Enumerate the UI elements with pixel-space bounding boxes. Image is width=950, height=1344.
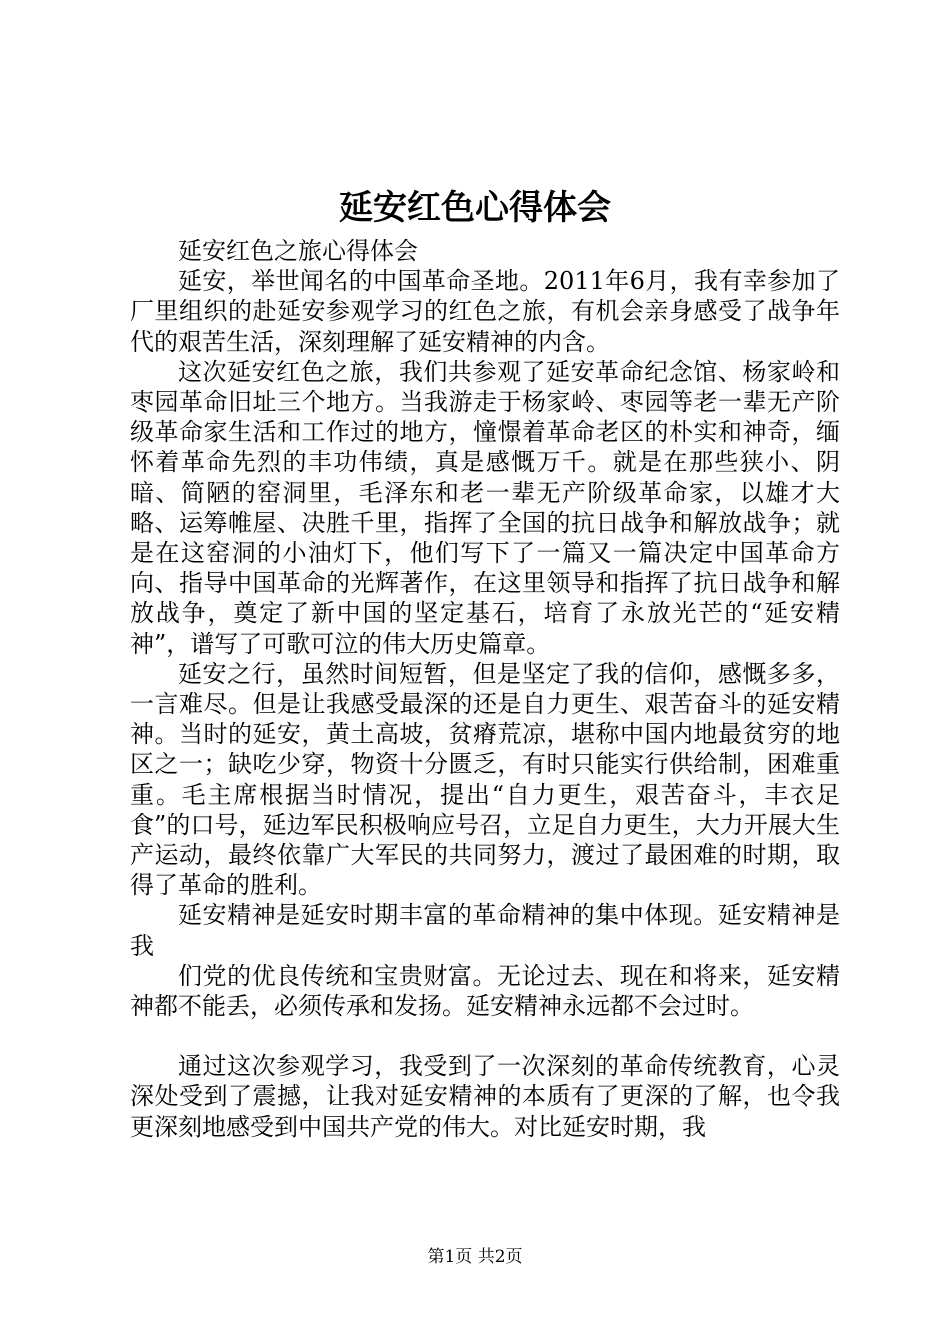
paragraph-visit: 这次延安红色之旅，我们共参观了延安革命纪念馆、杨家岭和枣园革命旧址三个地方。当我游走于杨家岭、枣园等老一辈无产阶级革命家生活和工作过的地方，憧憬着革命老区的朴实和神奇，缅怀着革命先烈的丰功伟绩，真是感慨万千。就是在那些狭小、阴暗、简陋的窑洞里，毛泽东和老一辈无产阶级革命家，以雄才大略、运筹帷屋、决胜千里，指挥了全国的抗日战争和解放战争；就是在这窑洞的小油灯下，他们写下了一篇又一篇决定中国革命方向、指导中国革命的光辉著作，在这里领导和指挥了抗日战争和解放战争，奠定了新中国的坚定基石，培育了永放光芒的“延安精神”，谱写了可歌可泣的伟大历史篇章。 <box>130 357 840 658</box>
paragraph-intro: 延安，举世闻名的中国革命圣地。2011年6月，我有幸参加了厂里组织的赴延安参观学习的红色之旅，有机会亲身感受了战争年代的艰苦生活，深刻理解了延安精神的内含。 <box>130 267 840 356</box>
paragraph-tradition: 们党的优良传统和宝贵财富。无论过去、现在和将来，延安精神都不能丢，必须传承和发扬。延安精神永远都不会过时。 <box>130 961 840 1021</box>
document-body <box>130 236 840 1142</box>
page-number-footer: 第1页 共2页 <box>427 1247 523 1267</box>
paragraph-subtitle: 延安红色之旅心得体会 <box>178 237 418 265</box>
paragraph-reflection: 通过这次参观学习，我受到了一次深刻的革命传统教育，心灵深处受到了震撼，让我对延安精神的本质有了更深的了解，也令我更深刻地感受到中国共产党的伟大。对比延安时期，我 <box>130 1052 840 1141</box>
document-title: 延安红色心得体会 <box>339 188 611 228</box>
paragraph-spirit: 延安之行，虽然时间短暂，但是坚定了我的信仰，感慨多多，一言难尽。但是让我感受最深的还是自力更生、艰苦奋斗的延安精神。当时的延安，黄土高坡，贫瘠荒凉，堪称中国内地最贫穷的地区之一；缺吃少穿，物资十分匮乏，有时只能实行供给制，困难重重。毛主席根据当时情况，提出“自力更生，艰苦奋斗，丰衣足食”的口号，延边军民积极响应号召，立足自力更生，大力开展大生产运动，最终依靠广大军民的共同努力，渡过了最困难的时期，取得了革命的胜利。 <box>130 659 840 900</box>
paragraph-embodiment: 延安精神是延安时期丰富的革命精神的集中体现。延安精神是我 <box>130 901 840 960</box>
